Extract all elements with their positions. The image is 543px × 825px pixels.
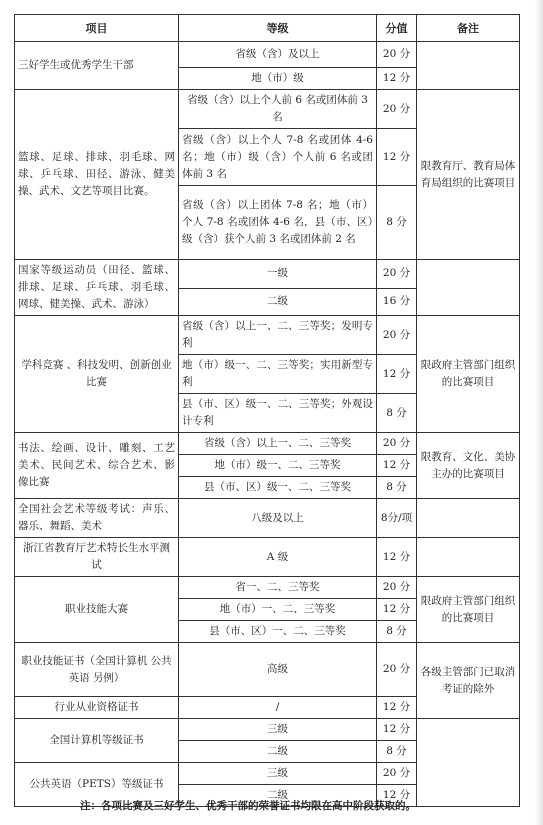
grade-cell: 省级（含）以上一、二、三等奖 [179, 433, 377, 455]
header-item: 项目 [15, 15, 179, 42]
score-cell: 8 分 [377, 394, 417, 433]
grade-cell: 三级 [179, 719, 377, 741]
score-cell: 12 分 [377, 697, 417, 719]
score-cell: 12 分 [377, 129, 417, 186]
scoring-table-sheet [14, 14, 519, 807]
grade-cell: 地（市）级一、二、三等奖 [179, 455, 377, 477]
score-cell: 12 分 [377, 719, 417, 741]
page-edge-shadow [535, 0, 543, 825]
remark-cell [417, 260, 520, 316]
score-cell: 16 分 [377, 288, 417, 315]
grade-cell: / [179, 697, 377, 719]
grade-cell: 省级（含）及以上 [179, 42, 377, 68]
table-row [15, 42, 520, 68]
footnote: 注：各项比赛及三好学生、优秀干部的荣誉证书均限在高中阶段获取的。 [80, 800, 416, 812]
grade-cell: 地（市）级一、二、三等奖；实用新型专利 [179, 355, 377, 394]
grade-cell: 县（市、区）级一、二、三等奖 [179, 477, 377, 499]
grade-cell: 高级 [179, 643, 377, 697]
item-cell: 职业技能大赛 [15, 577, 179, 643]
score-cell: 12 分 [377, 599, 417, 621]
table-row [15, 577, 520, 599]
table-row [15, 538, 520, 577]
score-cell: 20 分 [377, 42, 417, 68]
item-cell: 职业技能证书（全国计算机 公共英语 另例） [15, 643, 179, 697]
header-remark: 备注 [417, 15, 520, 42]
score-cell: 20 分 [377, 316, 417, 355]
remark-cell [417, 719, 520, 807]
grade-cell: 二级 [179, 741, 377, 763]
grade-cell: 地（市）级 [179, 68, 377, 90]
grade-cell: 省级（含）以上个人前 6 名或团体前 3 名 [179, 90, 377, 129]
scoring-table [14, 14, 520, 807]
grade-cell: 三级 [179, 763, 377, 785]
item-cell: 浙江省教育厅艺术特长生水平测试 [15, 538, 179, 577]
table-row [15, 643, 520, 697]
grade-cell: 一级 [179, 260, 377, 289]
grade-cell: 省一、二、三等奖 [179, 577, 377, 599]
score-cell: 8 分 [377, 621, 417, 643]
item-cell: 学科竞赛 、科技发明、创新创业比赛 [15, 316, 179, 433]
score-cell: 8分/项 [377, 499, 417, 538]
table-row [15, 260, 520, 289]
grade-cell: A 级 [179, 538, 377, 577]
remark-cell: 限教育、文化、美协主办的比赛项目 [417, 433, 520, 499]
score-cell: 20 分 [377, 90, 417, 129]
grade-cell: 八级及以上 [179, 499, 377, 538]
item-cell: 三好学生或优秀学生干部 [15, 42, 179, 90]
score-cell: 20 分 [377, 643, 417, 697]
item-cell: 国家等级运动员（田径、篮球、排球、足球、乒乓球、羽毛球、网球、健美操、武术、游泳） [15, 260, 179, 316]
score-cell: 12 分 [377, 538, 417, 577]
grade-cell: 县（市、区）级一、二、三等奖；外观设计专利 [179, 394, 377, 433]
grade-cell: 二级 [179, 288, 377, 315]
table-row [15, 719, 520, 741]
score-cell: 12 分 [377, 785, 417, 807]
table-row [15, 499, 520, 538]
score-cell: 8 分 [377, 477, 417, 499]
remark-cell: 限政府主管部门组织的比赛项目 [417, 316, 520, 433]
grade-cell: 省级（含）以上一、二、三等奖；发明专利 [179, 316, 377, 355]
grade-cell: 省级（含）以上团体 7-8 名；地（市）个人 7-8 名或团体 4-6 名，县（市、区）级（含）获个人前 3 名或团体前 2 名 [179, 186, 377, 260]
item-cell: 行业从业资格证书 [15, 697, 179, 719]
table-row [15, 433, 520, 455]
remark-cell: 各级主管部门已取消考证的除外 [417, 643, 520, 719]
score-cell: 12 分 [377, 355, 417, 394]
table-row [15, 316, 520, 355]
grade-cell: 省级（含）以上个人 7-8 名或团体 4-6 名；地（市）级（含）个人前 6 名或团体前 3 名 [179, 129, 377, 186]
score-cell: 12 分 [377, 455, 417, 477]
table-header-row [15, 15, 520, 42]
item-cell: 公共英语（PETS）等级证书 [15, 763, 179, 807]
item-cell: 全国计算机等级证书 [15, 719, 179, 763]
item-cell: 篮球、足球、排球、羽毛球、网球、乒乓球、田径、游泳、健美操、武术、文艺等项目比赛。 [15, 90, 179, 260]
remark-cell [417, 499, 520, 538]
score-cell: 20 分 [377, 260, 417, 289]
remark-cell [417, 538, 520, 577]
remark-cell: 限教育厅、教育局体育局组织的比赛项目 [417, 90, 520, 260]
grade-cell: 县（市、区）一、二、三等奖 [179, 621, 377, 643]
score-cell: 20 分 [377, 577, 417, 599]
header-grade: 等级 [179, 15, 377, 42]
score-cell: 8 分 [377, 186, 417, 260]
table-row [15, 90, 520, 129]
item-cell: 书法、绘画、设计、雕刻、工艺美术、民间艺术、综合艺术、影像比赛 [15, 433, 179, 499]
score-cell: 12 分 [377, 68, 417, 90]
score-cell: 20 分 [377, 763, 417, 785]
remark-cell [417, 42, 520, 90]
grade-cell: 二级 [179, 785, 377, 807]
grade-cell: 地（市）一、二、三等奖 [179, 599, 377, 621]
item-cell: 全国社会艺术等级考试：声乐、器乐、舞蹈、美术 [15, 499, 179, 538]
header-score: 分值 [377, 15, 417, 42]
remark-cell: 限政府主管部门组织的比赛项目 [417, 577, 520, 643]
score-cell: 20 分 [377, 433, 417, 455]
score-cell: 8 分 [377, 741, 417, 763]
